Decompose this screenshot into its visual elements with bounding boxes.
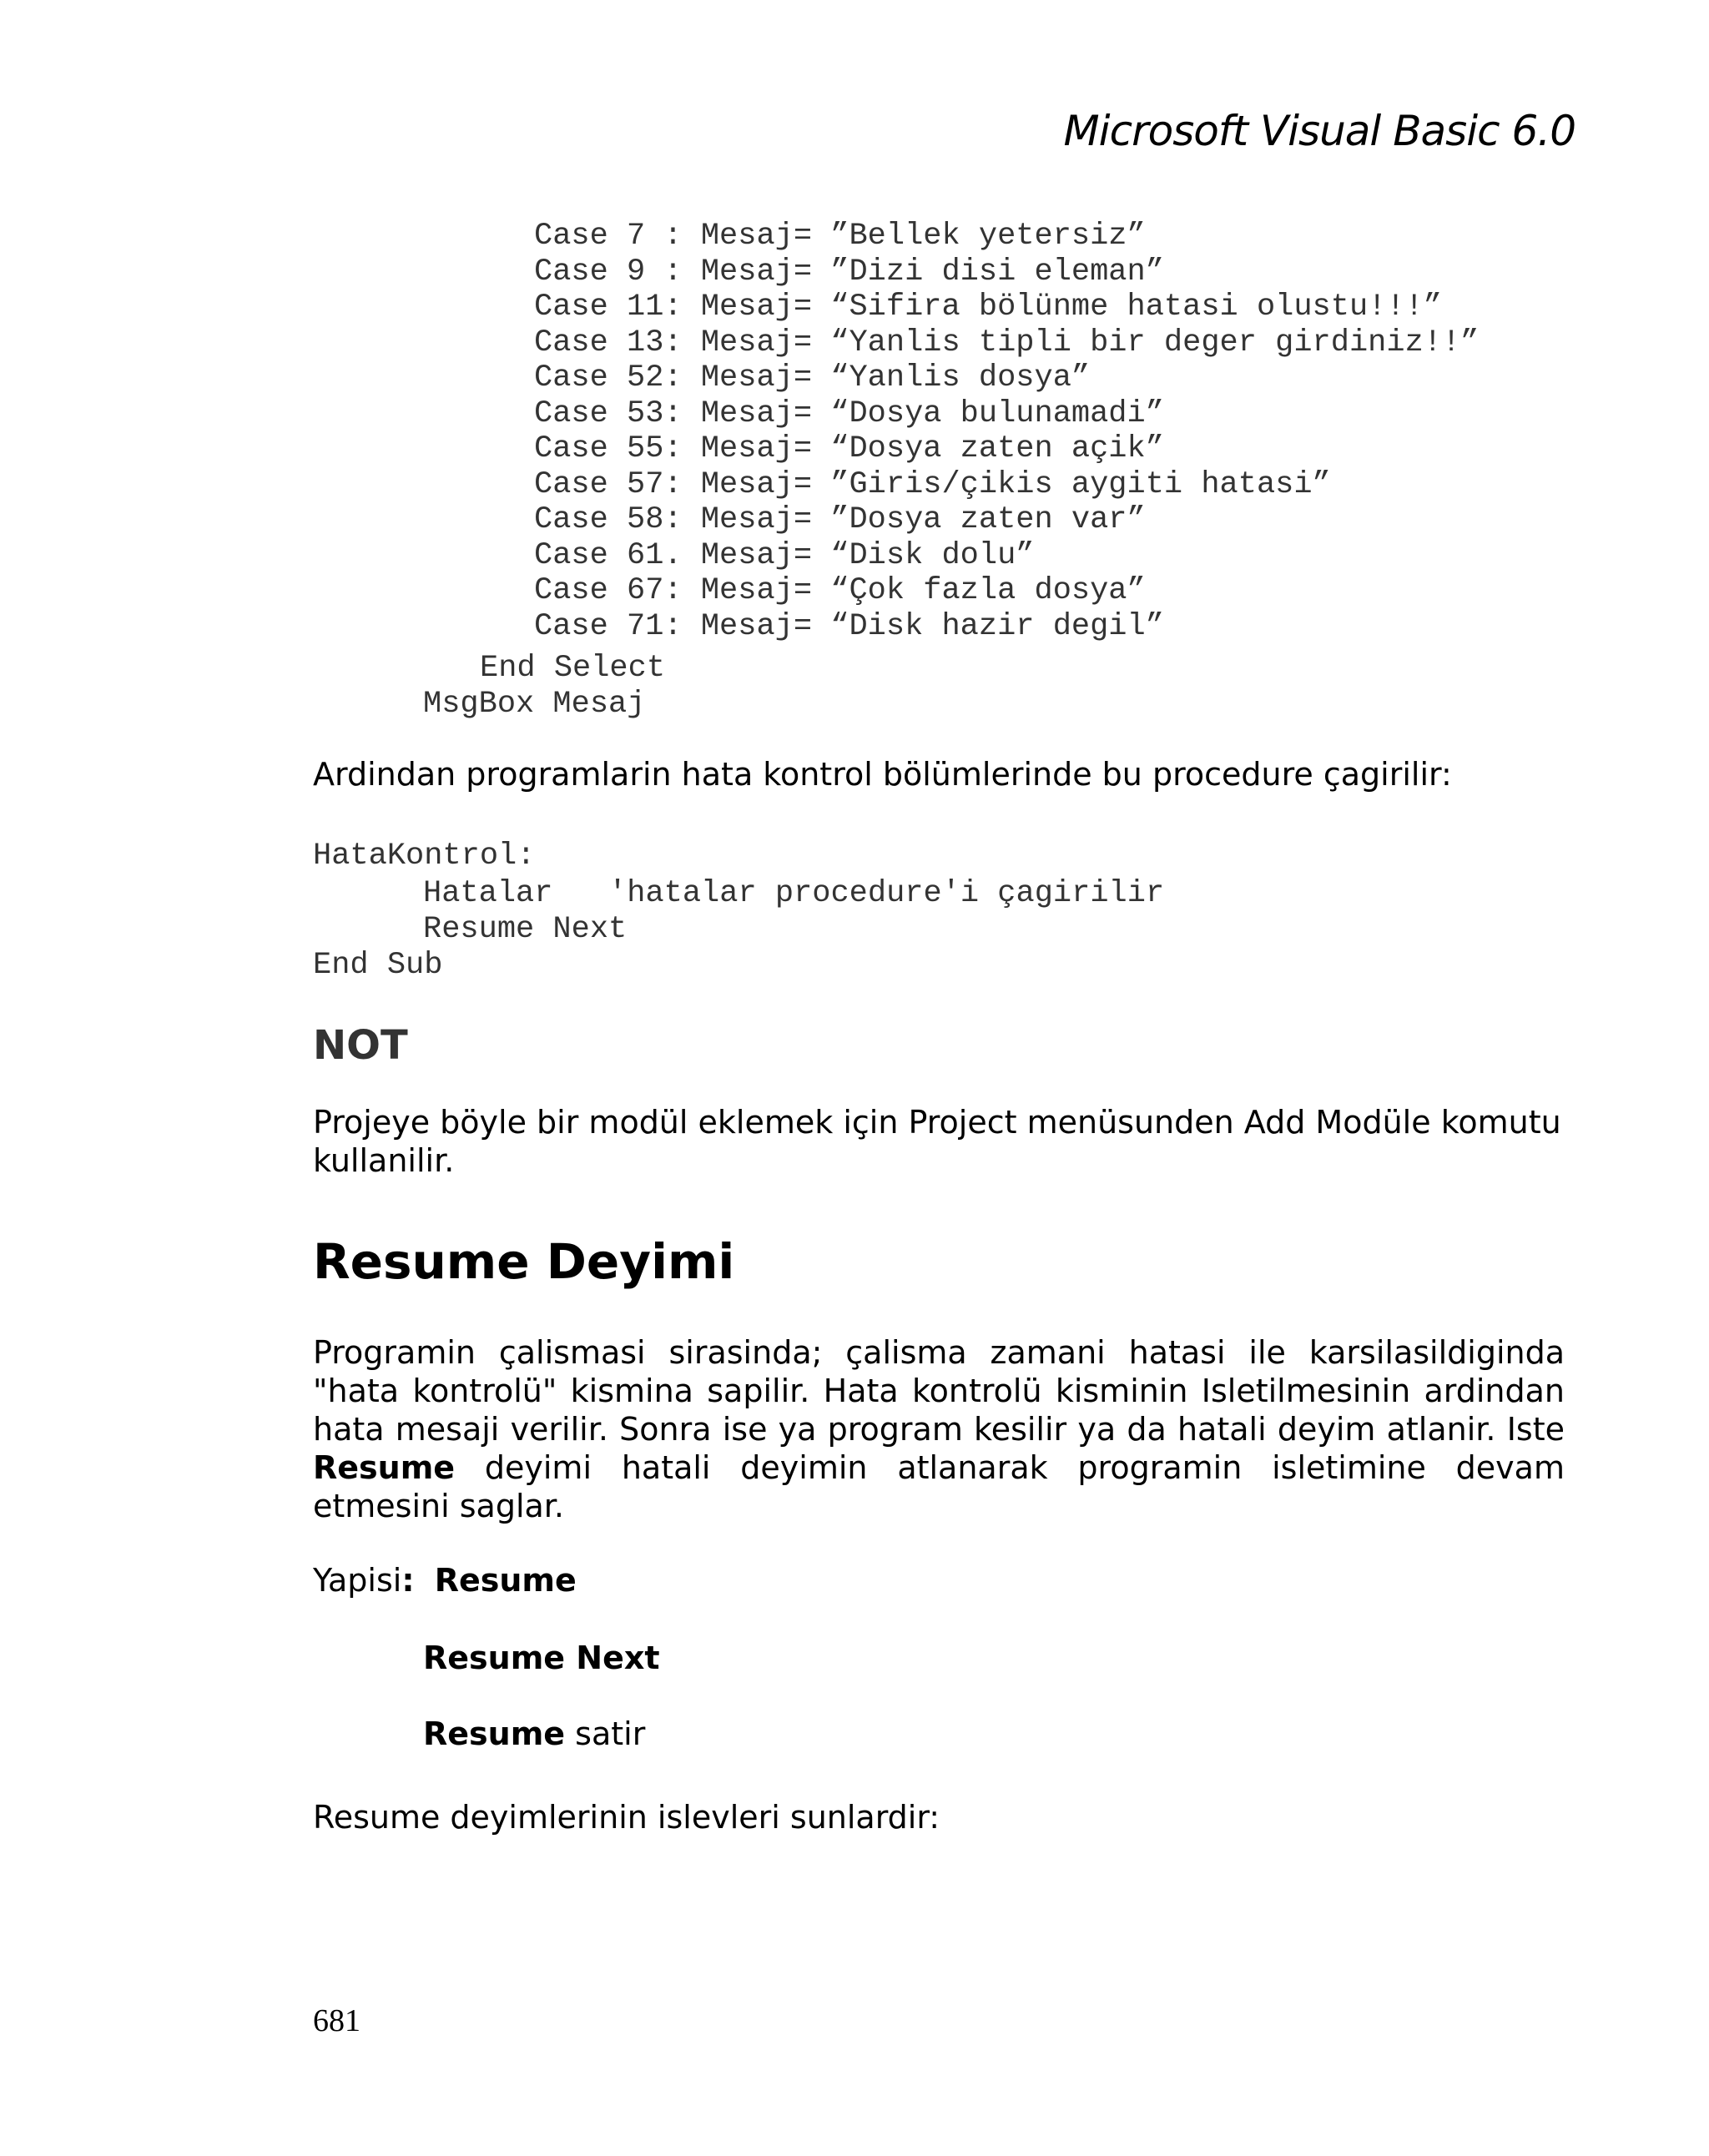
closing-paragraph: Resume deyimlerinin islevleri sunlardir: [313, 1799, 940, 1836]
code-line: Case 13: Mesaj= “Yanlis tipli bir deger girdiniz!!” [534, 325, 1480, 360]
syntax-item-text: Resume Next [423, 1640, 660, 1676]
syntax-item: Resume [434, 1562, 577, 1599]
note-heading: NOT [313, 1022, 408, 1069]
code-block-cases [534, 219, 1479, 644]
running-header: Microsoft Visual Basic 6.0 [1063, 107, 1575, 155]
code-line: Case 52: Mesaj= “Yanlis dosya” [534, 360, 1091, 395]
page-number: 681 [313, 2003, 360, 2038]
code-line: Case 67: Mesaj= “Çok fazla dosya” [534, 573, 1146, 608]
syntax-label: Yapisi [313, 1562, 402, 1599]
code-line: Resume Next [423, 912, 628, 947]
code-line: Case 61. Mesaj= “Disk dolu” [534, 537, 1035, 573]
code-line: Case 58: Mesaj= ”Dosya zaten var” [534, 502, 1146, 537]
code-line: Case 7 : Mesaj= ”Bellek yetersiz” [534, 219, 1146, 254]
code-line: Case 11: Mesaj= “Sifira bölünme hatasi olustu!!!” [534, 290, 1442, 325]
intro-paragraph: Ardindan programlarin hata kontrol bölümlerinde bu procedure çagirilir: [313, 756, 1452, 793]
paragraph-text: deyimi hatali deyimin atlanarak programin isletimine devam etmesini saglar. [313, 1449, 1565, 1524]
syntax-colon: : [401, 1562, 415, 1599]
note-paragraph: Projeye böyle bir modül eklemek için Project menüsunden Add Modüle komutu kullanilir. [313, 1104, 1561, 1179]
code-line: Hatalar 'hatalar procedure'i çagirilir [423, 876, 1165, 911]
syntax-item [423, 1640, 660, 1676]
syntax-line [313, 1562, 577, 1599]
code-line: Case 57: Mesaj= ”Giris/çikis aygiti hatasi” [534, 466, 1331, 502]
code-msgbox: MsgBox Mesaj [423, 687, 646, 722]
code-end-sub: End Sub [313, 948, 443, 983]
code-line: Case 9 : Mesaj= ”Dizi disi eleman” [534, 254, 1164, 290]
code-end-select: End Select [480, 651, 666, 686]
syntax-item-keyword: Resume [423, 1715, 566, 1752]
syntax-item-text: satir [575, 1715, 646, 1752]
code-line: Case 71: Mesaj= “Disk hazir degil” [534, 608, 1164, 644]
section-heading: Resume Deyimi [313, 1233, 735, 1290]
bold-term: Resume [313, 1449, 456, 1486]
code-label: HataKontrol: [313, 839, 536, 874]
paragraph-text: Programin çalismasi sirasinda; çalisma zamani hatasi ile karsilasildiginda "hata kontrolü" kismina sapilir. Hata kontrolü kisminin Isletilmesinin ardindan hata mesaji verilir. Sonra ise ya program kesilir ya da hatali deyim atlanir. Iste [313, 1334, 1565, 1448]
section-paragraph [313, 1333, 1565, 1525]
code-line: Case 55: Mesaj= “Dosya zaten açik” [534, 431, 1164, 466]
syntax-item [423, 1715, 645, 1752]
code-line: Case 53: Mesaj= “Dosya bulunamadi” [534, 395, 1164, 431]
